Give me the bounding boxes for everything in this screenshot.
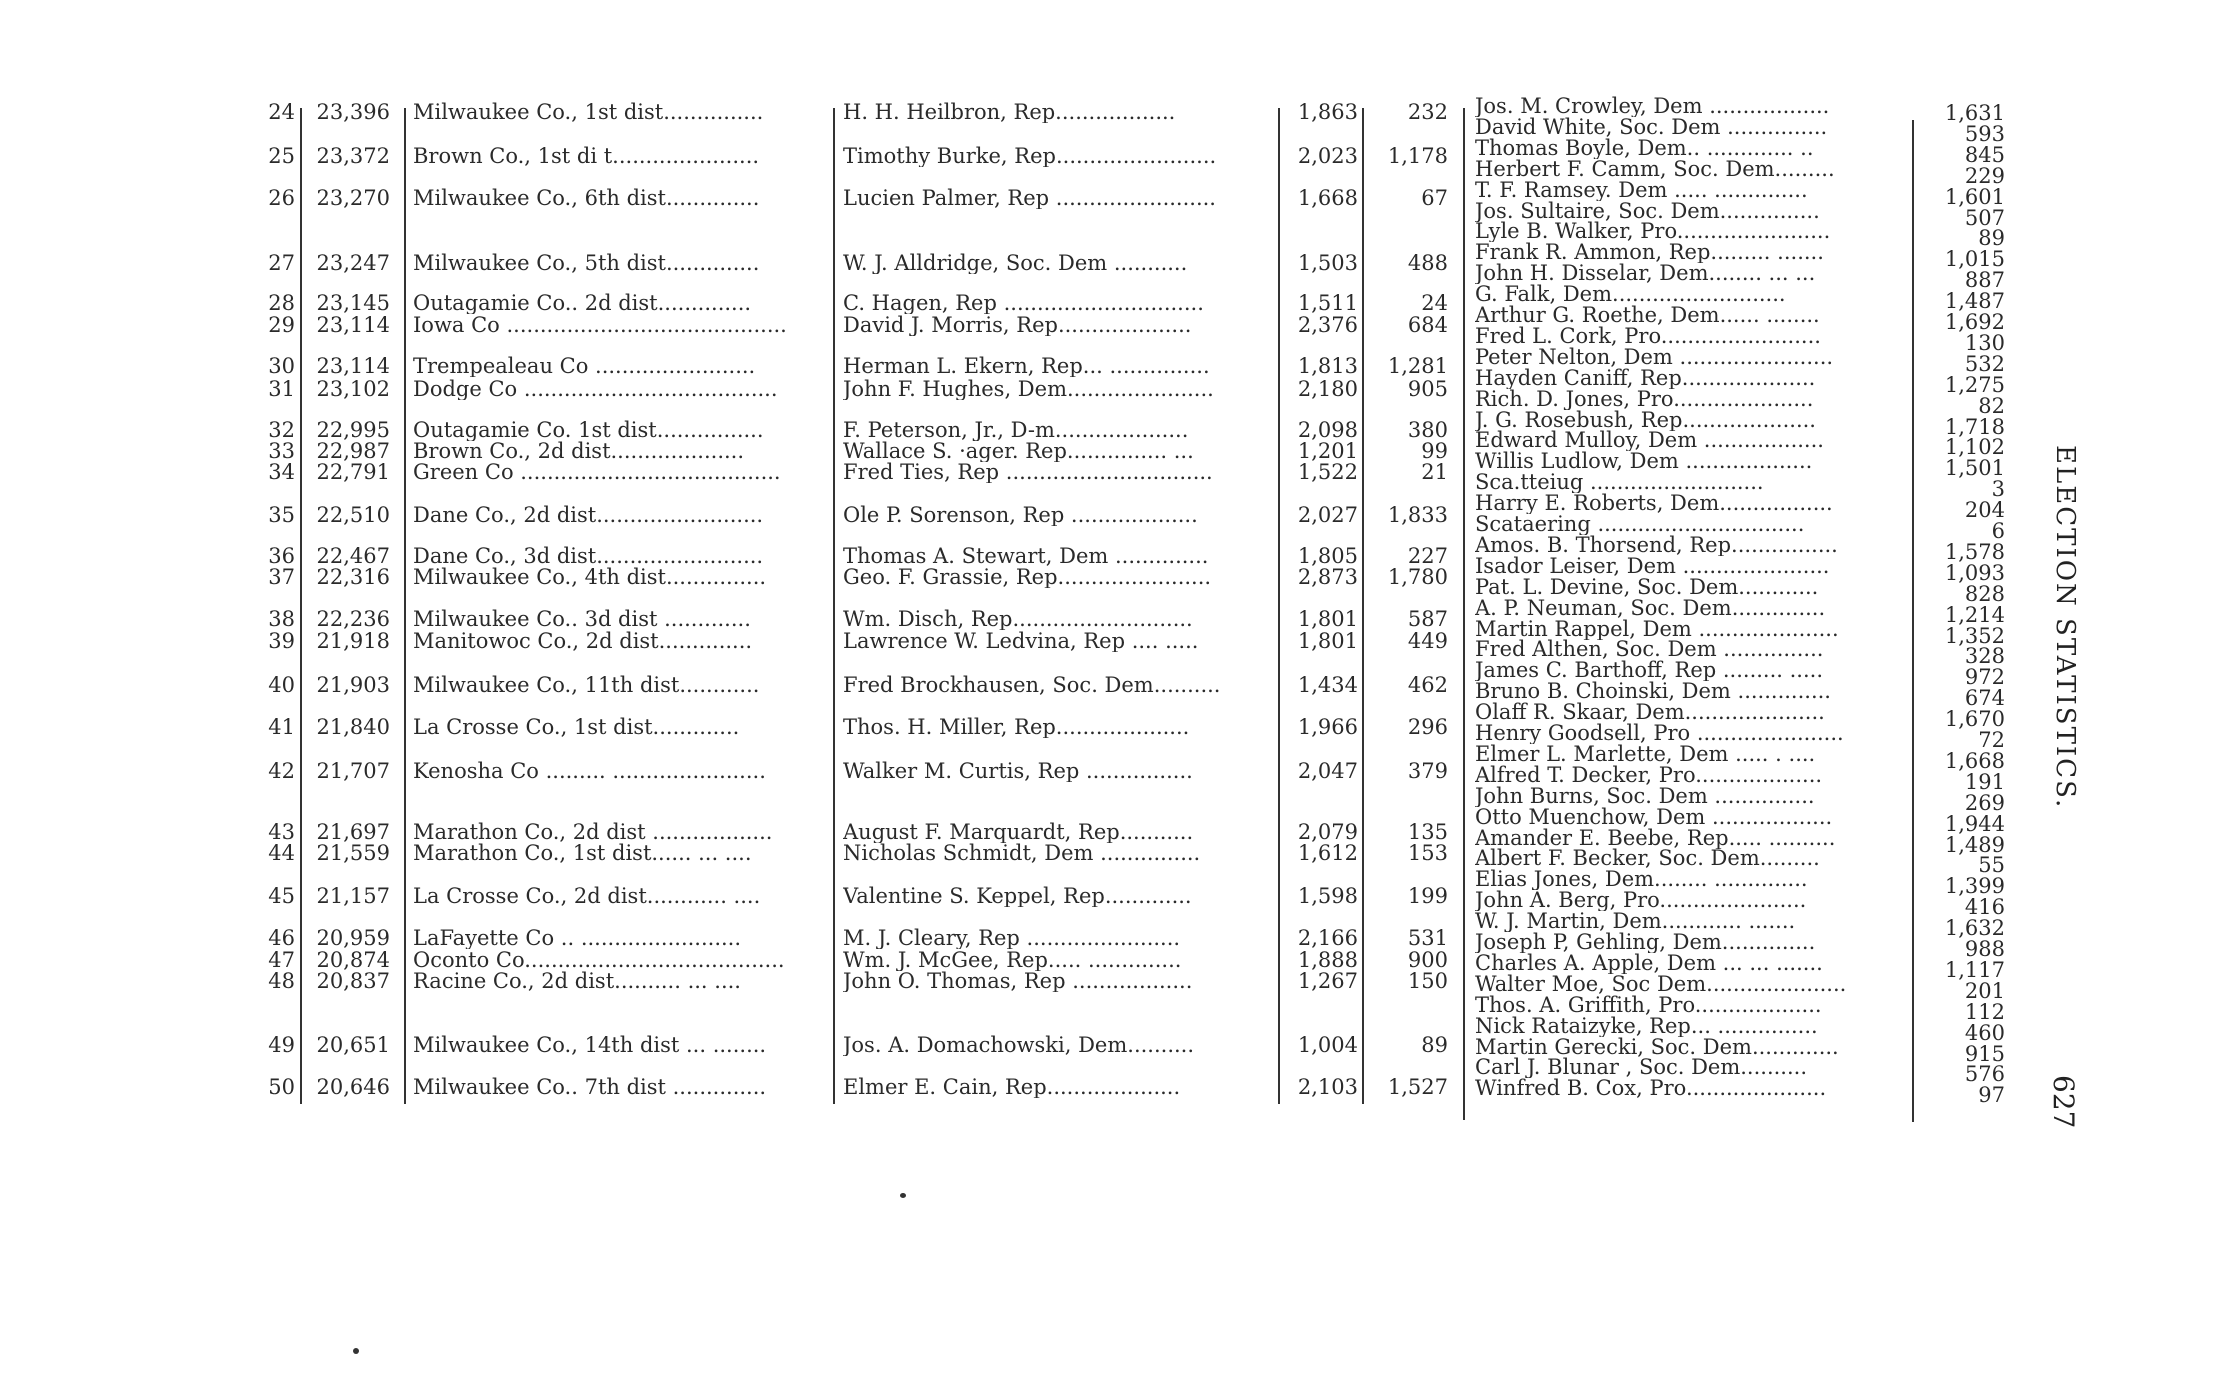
member-name: Fred Brockhausen, Soc. Dem..........: [843, 675, 1221, 696]
plurality: 67: [1421, 186, 1448, 210]
member-vote: 1,612: [1297, 841, 1358, 865]
plurality: 153: [1407, 841, 1448, 865]
opponent-votes: 55: [1978, 853, 2005, 877]
plurality: 199: [1407, 884, 1448, 908]
population: 23,114: [316, 354, 390, 378]
opponent-votes: 1,601: [1944, 185, 2005, 209]
member-vote: 2,180: [1297, 377, 1358, 401]
population: 21,903: [316, 673, 390, 697]
column-rule: [300, 108, 302, 1104]
member-vote: 1,888: [1297, 948, 1358, 972]
member-vote: 1,511: [1297, 291, 1358, 315]
opponent-name: Martin Gerecki, Soc. Dem.............: [1475, 1037, 1839, 1058]
opponent-votes: 674: [1964, 686, 2005, 710]
plurality: 587: [1407, 607, 1448, 631]
district-number: 27: [268, 251, 295, 275]
district-name: Iowa Co ..........................................: [413, 315, 787, 336]
opponent-name: Winfred B. Cox, Pro.....................: [1475, 1078, 1827, 1099]
member-vote: 2,027: [1297, 503, 1358, 527]
opponent-votes: 576: [1964, 1062, 2005, 1086]
district-name: Milwaukee Co., 5th dist..............: [413, 253, 760, 274]
district-name: Dane Co., 2d dist.........................: [413, 505, 764, 526]
opponent-name: Hayden Caniff, Rep....................: [1475, 368, 1816, 389]
district-number: 31: [268, 377, 295, 401]
district-name: Milwaukee Co.. 3d dist .............: [413, 609, 751, 630]
opponent-votes: 204: [1964, 498, 2005, 522]
plurality: 449: [1407, 629, 1448, 653]
opponent-name: Thos. A. Griffith, Pro...................: [1475, 995, 1822, 1016]
opponent-votes: 6: [1991, 519, 2005, 543]
district-number: 34: [268, 460, 295, 484]
plurality: 1,833: [1387, 503, 1448, 527]
district-number: 30: [268, 354, 295, 378]
population: 22,467: [316, 544, 390, 568]
population: 20,837: [316, 969, 390, 993]
opponent-votes: 1,718: [1944, 415, 2005, 439]
opponent-name: Edward Mulloy, Dem ..................: [1475, 430, 1824, 451]
opponent-votes: 1,632: [1944, 916, 2005, 940]
opponent-votes: 1,501: [1944, 456, 2005, 480]
population: 22,995: [316, 418, 390, 442]
column-rule: [1912, 120, 1914, 1122]
opponent-name: Olaff R. Skaar, Dem.....................: [1475, 702, 1825, 723]
member-vote: 2,023: [1297, 144, 1358, 168]
opponent-name: Thomas Boyle, Dem.. ............. ..: [1475, 138, 1814, 159]
member-name: M. J. Cleary, Rep .......................: [843, 928, 1181, 949]
opponent-name: Pat. L. Devine, Soc. Dem............: [1475, 577, 1819, 598]
member-vote: 2,166: [1297, 926, 1358, 950]
opponent-votes: 416: [1964, 895, 2005, 919]
district-number: 35: [268, 503, 295, 527]
opponent-name: Joseph P, Gehling, Dem..............: [1475, 932, 1816, 953]
opponent-votes: 1,670: [1944, 707, 2005, 731]
member-vote: 2,079: [1297, 820, 1358, 844]
member-name: Ole P. Sorenson, Rep ...................: [843, 505, 1198, 526]
district-number: 32: [268, 418, 295, 442]
member-vote: 1,434: [1297, 673, 1358, 697]
opponent-name: Arthur G. Roethe, Dem...... ........: [1475, 305, 1820, 326]
opponent-votes: 1,399: [1944, 874, 2005, 898]
opponent-votes: 1,093: [1944, 561, 2005, 585]
plurality: 488: [1407, 251, 1448, 275]
opponent-name: Charles A. Apple, Dem ... ... .......: [1475, 953, 1823, 974]
opponent-votes: 97: [1978, 1083, 2005, 1107]
population: 20,651: [316, 1033, 390, 1057]
opponent-name: Amos. B. Thorsend, Rep................: [1475, 535, 1838, 556]
member-vote: 2,047: [1297, 759, 1358, 783]
opponent-name: W. J. Martin, Dem............ .......: [1475, 911, 1796, 932]
district-name: Brown Co., 1st di t......................: [413, 146, 760, 167]
plurality: 905: [1407, 377, 1448, 401]
district-name: La Crosse Co., 1st dist.............: [413, 717, 740, 738]
member-name: Valentine S. Keppel, Rep.............: [843, 886, 1192, 907]
opponent-votes: 1,489: [1944, 833, 2005, 857]
opponent-votes: 460: [1964, 1021, 2005, 1045]
population: 23,270: [316, 186, 390, 210]
district-number: 37: [268, 565, 295, 589]
opponent-name: Elias Jones, Dem........ ..............: [1475, 869, 1808, 890]
district-name: LaFayette Co .. ........................: [413, 928, 742, 949]
member-vote: 2,103: [1297, 1075, 1358, 1099]
opponent-votes: 845: [1964, 143, 2005, 167]
opponent-votes: 1,015: [1944, 247, 2005, 271]
member-vote: 1,805: [1297, 544, 1358, 568]
opponent-name: Alfred T. Decker, Pro...................: [1475, 765, 1823, 786]
member-vote: 1,863: [1297, 100, 1358, 124]
district-name: Kenosha Co ......... .......................: [413, 761, 766, 782]
opponent-name: Elmer L. Marlette, Dem ..... . ....: [1475, 744, 1816, 765]
district-number: 33: [268, 439, 295, 463]
member-vote: 1,201: [1297, 439, 1358, 463]
member-vote: 1,004: [1297, 1033, 1358, 1057]
opponent-name: Martin Rappel, Dem .....................: [1475, 619, 1839, 640]
district-name: Brown Co., 2d dist....................: [413, 441, 745, 462]
plurality: 900: [1407, 948, 1448, 972]
member-vote: 1,267: [1297, 969, 1358, 993]
district-number: 43: [268, 820, 295, 844]
population: 23,114: [316, 313, 390, 337]
opponent-votes: 988: [1964, 937, 2005, 961]
opponent-name: Jos. M. Crowley, Dem ..................: [1475, 96, 1830, 117]
member-name: David J. Morris, Rep....................: [843, 315, 1192, 336]
member-vote: 2,873: [1297, 565, 1358, 589]
opponent-name: James C. Barthoff, Rep ......... .....: [1475, 660, 1824, 681]
plurality: 462: [1407, 673, 1448, 697]
member-name: H. H. Heilbron, Rep..................: [843, 102, 1176, 123]
opponent-name: David White, Soc. Dem ...............: [1475, 117, 1828, 138]
plurality: 1,527: [1387, 1075, 1448, 1099]
opponent-votes: 972: [1964, 665, 2005, 689]
district-name: Oconto Co.......................................: [413, 950, 785, 971]
plurality: 135: [1407, 820, 1448, 844]
district-name: Marathon Co., 1st dist...... ... ....: [413, 843, 752, 864]
population: 22,316: [316, 565, 390, 589]
member-name: Geo. F. Grassie, Rep.......................: [843, 567, 1212, 588]
district-number: 44: [268, 841, 295, 865]
member-name: Wm. J. McGee, Rep..... ..............: [843, 950, 1182, 971]
opponent-name: Frank R. Ammon, Rep......... .......: [1475, 242, 1824, 263]
member-name: August F. Marquardt, Rep...........: [843, 822, 1194, 843]
page-number: 627: [2047, 1075, 2080, 1129]
opponent-votes: 532: [1964, 352, 2005, 376]
opponent-votes: 191: [1964, 770, 2005, 794]
population: 21,918: [316, 629, 390, 653]
member-vote: 2,098: [1297, 418, 1358, 442]
plurality: 296: [1407, 715, 1448, 739]
opponent-votes: 130: [1964, 331, 2005, 355]
member-name: John O. Thomas, Rep ..................: [843, 971, 1193, 992]
stray-ink-mark: [900, 1193, 906, 1198]
opponent-votes: 1,214: [1944, 603, 2005, 627]
district-name: Milwaukee Co., 14th dist ... ........: [413, 1035, 767, 1056]
plurality: 531: [1407, 926, 1448, 950]
member-name: Jos. A. Domachowski, Dem..........: [843, 1035, 1195, 1056]
member-name: Fred Ties, Rep ...............................: [843, 462, 1213, 483]
district-number: 45: [268, 884, 295, 908]
opponent-name: Bruno B. Choinski, Dem ..............: [1475, 681, 1831, 702]
opponent-votes: 828: [1964, 582, 2005, 606]
opponent-name: Otto Muenchow, Dem ..................: [1475, 807, 1833, 828]
population: 23,396: [316, 100, 390, 124]
opponent-votes: 201: [1964, 979, 2005, 1003]
member-name: C. Hagen, Rep ..............................: [843, 293, 1204, 314]
member-name: Herman L. Ekern, Rep... ...............: [843, 356, 1210, 377]
district-name: Milwaukee Co., 11th dist............: [413, 675, 760, 696]
district-number: 46: [268, 926, 295, 950]
opponent-votes: 1,631: [1944, 101, 2005, 125]
member-name: W. J. Alldridge, Soc. Dem ...........: [843, 253, 1188, 274]
opponent-name: Rich. D. Jones, Pro.....................: [1475, 389, 1814, 410]
population: 22,987: [316, 439, 390, 463]
district-name: Dodge Co ......................................: [413, 379, 778, 400]
member-vote: 1,503: [1297, 251, 1358, 275]
column-rule: [1362, 108, 1364, 1104]
population: 23,247: [316, 251, 390, 275]
opponent-votes: 1,668: [1944, 749, 2005, 773]
district-name: Milwaukee Co.. 7th dist ..............: [413, 1077, 767, 1098]
district-number: 29: [268, 313, 295, 337]
plurality: 1,281: [1387, 354, 1448, 378]
opponent-name: Albert F. Becker, Soc. Dem.........: [1475, 848, 1820, 869]
opponent-name: Peter Nelton, Dem .......................: [1475, 347, 1834, 368]
running-header: ELECTION STATISTICS.: [2050, 445, 2080, 810]
column-rule: [1463, 108, 1465, 1120]
opponent-name: Isador Leiser, Dem ......................: [1475, 556, 1830, 577]
member-name: Timothy Burke, Rep........................: [843, 146, 1217, 167]
opponent-name: Lyle B. Walker, Pro.......................: [1475, 221, 1831, 242]
population: 23,372: [316, 144, 390, 168]
plurality: 1,178: [1387, 144, 1448, 168]
opponent-name: Walter Moe, Soc Dem.....................: [1475, 974, 1847, 995]
district-name: Manitowoc Co., 2d dist..............: [413, 631, 753, 652]
plurality: 380: [1407, 418, 1448, 442]
district-number: 25: [268, 144, 295, 168]
column-rule: [1278, 108, 1280, 1104]
district-name: Marathon Co., 2d dist ..................: [413, 822, 773, 843]
plurality: 24: [1421, 291, 1448, 315]
district-number: 48: [268, 969, 295, 993]
district-number: 28: [268, 291, 295, 315]
population: 20,646: [316, 1075, 390, 1099]
district-number: 40: [268, 673, 295, 697]
population: 23,145: [316, 291, 390, 315]
opponent-votes: 82: [1978, 394, 2005, 418]
member-name: Nicholas Schmidt, Dem ...............: [843, 843, 1201, 864]
opponent-votes: 269: [1964, 791, 2005, 815]
plurality: 1,780: [1387, 565, 1448, 589]
district-number: 47: [268, 948, 295, 972]
opponent-name: Amander E. Beebe, Rep..... ..........: [1475, 828, 1836, 849]
district-number: 38: [268, 607, 295, 631]
opponent-votes: 328: [1964, 644, 2005, 668]
column-rule: [404, 108, 406, 1104]
member-vote: 1,522: [1297, 460, 1358, 484]
member-name: John F. Hughes, Dem......................: [843, 379, 1214, 400]
opponent-votes: 1,692: [1944, 310, 2005, 334]
opponent-votes: 1,117: [1944, 958, 2005, 982]
opponent-votes: 507: [1964, 206, 2005, 230]
opponent-name: Harry E. Roberts, Dem.................: [1475, 493, 1833, 514]
opponent-name: Fred L. Cork, Pro........................: [1475, 326, 1821, 347]
district-name: Dane Co., 3d dist.........................: [413, 546, 764, 567]
population: 23,102: [316, 377, 390, 401]
district-name: La Crosse Co., 2d dist............ ....: [413, 886, 761, 907]
population: 22,510: [316, 503, 390, 527]
population: 21,157: [316, 884, 390, 908]
district-name: Milwaukee Co., 6th dist..............: [413, 188, 760, 209]
plurality: 150: [1407, 969, 1448, 993]
opponent-votes: 887: [1964, 268, 2005, 292]
opponent-votes: 1,578: [1944, 540, 2005, 564]
opponent-name: A. P. Neuman, Soc. Dem..............: [1475, 598, 1826, 619]
district-number: 41: [268, 715, 295, 739]
member-name: Lucien Palmer, Rep ........................: [843, 188, 1216, 209]
opponent-name: T. F. Ramsey. Dem ..... ..............: [1475, 180, 1808, 201]
plurality: 232: [1407, 100, 1448, 124]
member-vote: 1,598: [1297, 884, 1358, 908]
member-name: Lawrence W. Ledvina, Rep .... .....: [843, 631, 1199, 652]
opponent-votes: 1,275: [1944, 373, 2005, 397]
population: 22,791: [316, 460, 390, 484]
plurality: 227: [1407, 544, 1448, 568]
opponent-votes: 229: [1964, 164, 2005, 188]
district-number: 42: [268, 759, 295, 783]
member-name: Elmer E. Cain, Rep....................: [843, 1077, 1181, 1098]
opponent-votes: 915: [1964, 1042, 2005, 1066]
member-vote: 1,813: [1297, 354, 1358, 378]
opponent-name: Willis Ludlow, Dem ...................: [1475, 451, 1813, 472]
district-name: Outagamie Co.. 2d dist..............: [413, 293, 752, 314]
opponent-votes: 3: [1991, 477, 2005, 501]
plurality: 379: [1407, 759, 1448, 783]
opponent-name: John H. Disselar, Dem........ ... ...: [1475, 263, 1816, 284]
member-name: Wallace S. ·ager. Rep............... ...: [843, 441, 1194, 462]
opponent-votes: 112: [1964, 1000, 2005, 1024]
population: 21,559: [316, 841, 390, 865]
plurality: 99: [1421, 439, 1448, 463]
district-number: 50: [268, 1075, 295, 1099]
stray-ink-mark: [353, 1348, 359, 1354]
opponent-name: Henry Goodsell, Pro ......................: [1475, 723, 1844, 744]
district-number: 36: [268, 544, 295, 568]
district-name: Milwaukee Co., 1st dist...............: [413, 102, 764, 123]
member-name: F. Peterson, Jr., D-m....................: [843, 420, 1189, 441]
opponent-name: Sca.tteiug ..........................: [1475, 472, 1764, 493]
opponent-votes: 89: [1978, 226, 2005, 250]
district-name: Racine Co., 2d dist.......... ... ....: [413, 971, 741, 992]
opponent-name: J. G. Rosebush, Rep....................: [1475, 410, 1816, 431]
plurality: 89: [1421, 1033, 1448, 1057]
member-vote: 1,801: [1297, 607, 1358, 631]
member-name: Wm. Disch, Rep...........................: [843, 609, 1193, 630]
member-vote: 1,668: [1297, 186, 1358, 210]
population: 20,959: [316, 926, 390, 950]
district-number: 26: [268, 186, 295, 210]
plurality: 684: [1407, 313, 1448, 337]
district-number: 39: [268, 629, 295, 653]
opponent-name: G. Falk, Dem..........................: [1475, 284, 1786, 305]
district-number: 49: [268, 1033, 295, 1057]
member-vote: 1,801: [1297, 629, 1358, 653]
district-name: Milwaukee Co., 4th dist...............: [413, 567, 767, 588]
opponent-name: Carl J. Blunar , Soc. Dem..........: [1475, 1057, 1808, 1078]
district-name: Outagamie Co. 1st dist................: [413, 420, 764, 441]
member-vote: 1,966: [1297, 715, 1358, 739]
district-number: 24: [268, 100, 295, 124]
member-name: Walker M. Curtis, Rep ................: [843, 761, 1193, 782]
member-name: Thos. H. Miller, Rep....................: [843, 717, 1190, 738]
population: 21,840: [316, 715, 390, 739]
population: 20,874: [316, 948, 390, 972]
district-name: Trempealeau Co ........................: [413, 356, 756, 377]
member-name: Thomas A. Stewart, Dem ..............: [843, 546, 1209, 567]
population: 22,236: [316, 607, 390, 631]
opponent-name: John A. Berg, Pro......................: [1475, 890, 1807, 911]
opponent-name: Jos. Sultaire, Soc. Dem...............: [1475, 201, 1820, 222]
opponent-votes: 1,102: [1944, 435, 2005, 459]
member-vote: 2,376: [1297, 313, 1358, 337]
opponent-name: Fred Althen, Soc. Dem ...............: [1475, 639, 1824, 660]
opponent-votes: 1,487: [1944, 289, 2005, 313]
opponent-name: Nick Rataizyke, Rep... ...............: [1475, 1016, 1818, 1037]
opponent-name: Herbert F. Camm, Soc. Dem.........: [1475, 159, 1835, 180]
opponent-name: Scataering ...............................: [1475, 514, 1805, 535]
opponent-votes: 72: [1978, 728, 2005, 752]
opponent-votes: 1,352: [1944, 624, 2005, 648]
district-name: Green Co .......................................: [413, 462, 781, 483]
opponent-name: John Burns, Soc. Dem ...............: [1475, 786, 1815, 807]
population: 21,697: [316, 820, 390, 844]
population: 21,707: [316, 759, 390, 783]
column-rule: [833, 108, 835, 1104]
plurality: 21: [1421, 460, 1448, 484]
opponent-votes: 1,944: [1944, 812, 2005, 836]
opponent-votes: 593: [1964, 122, 2005, 146]
